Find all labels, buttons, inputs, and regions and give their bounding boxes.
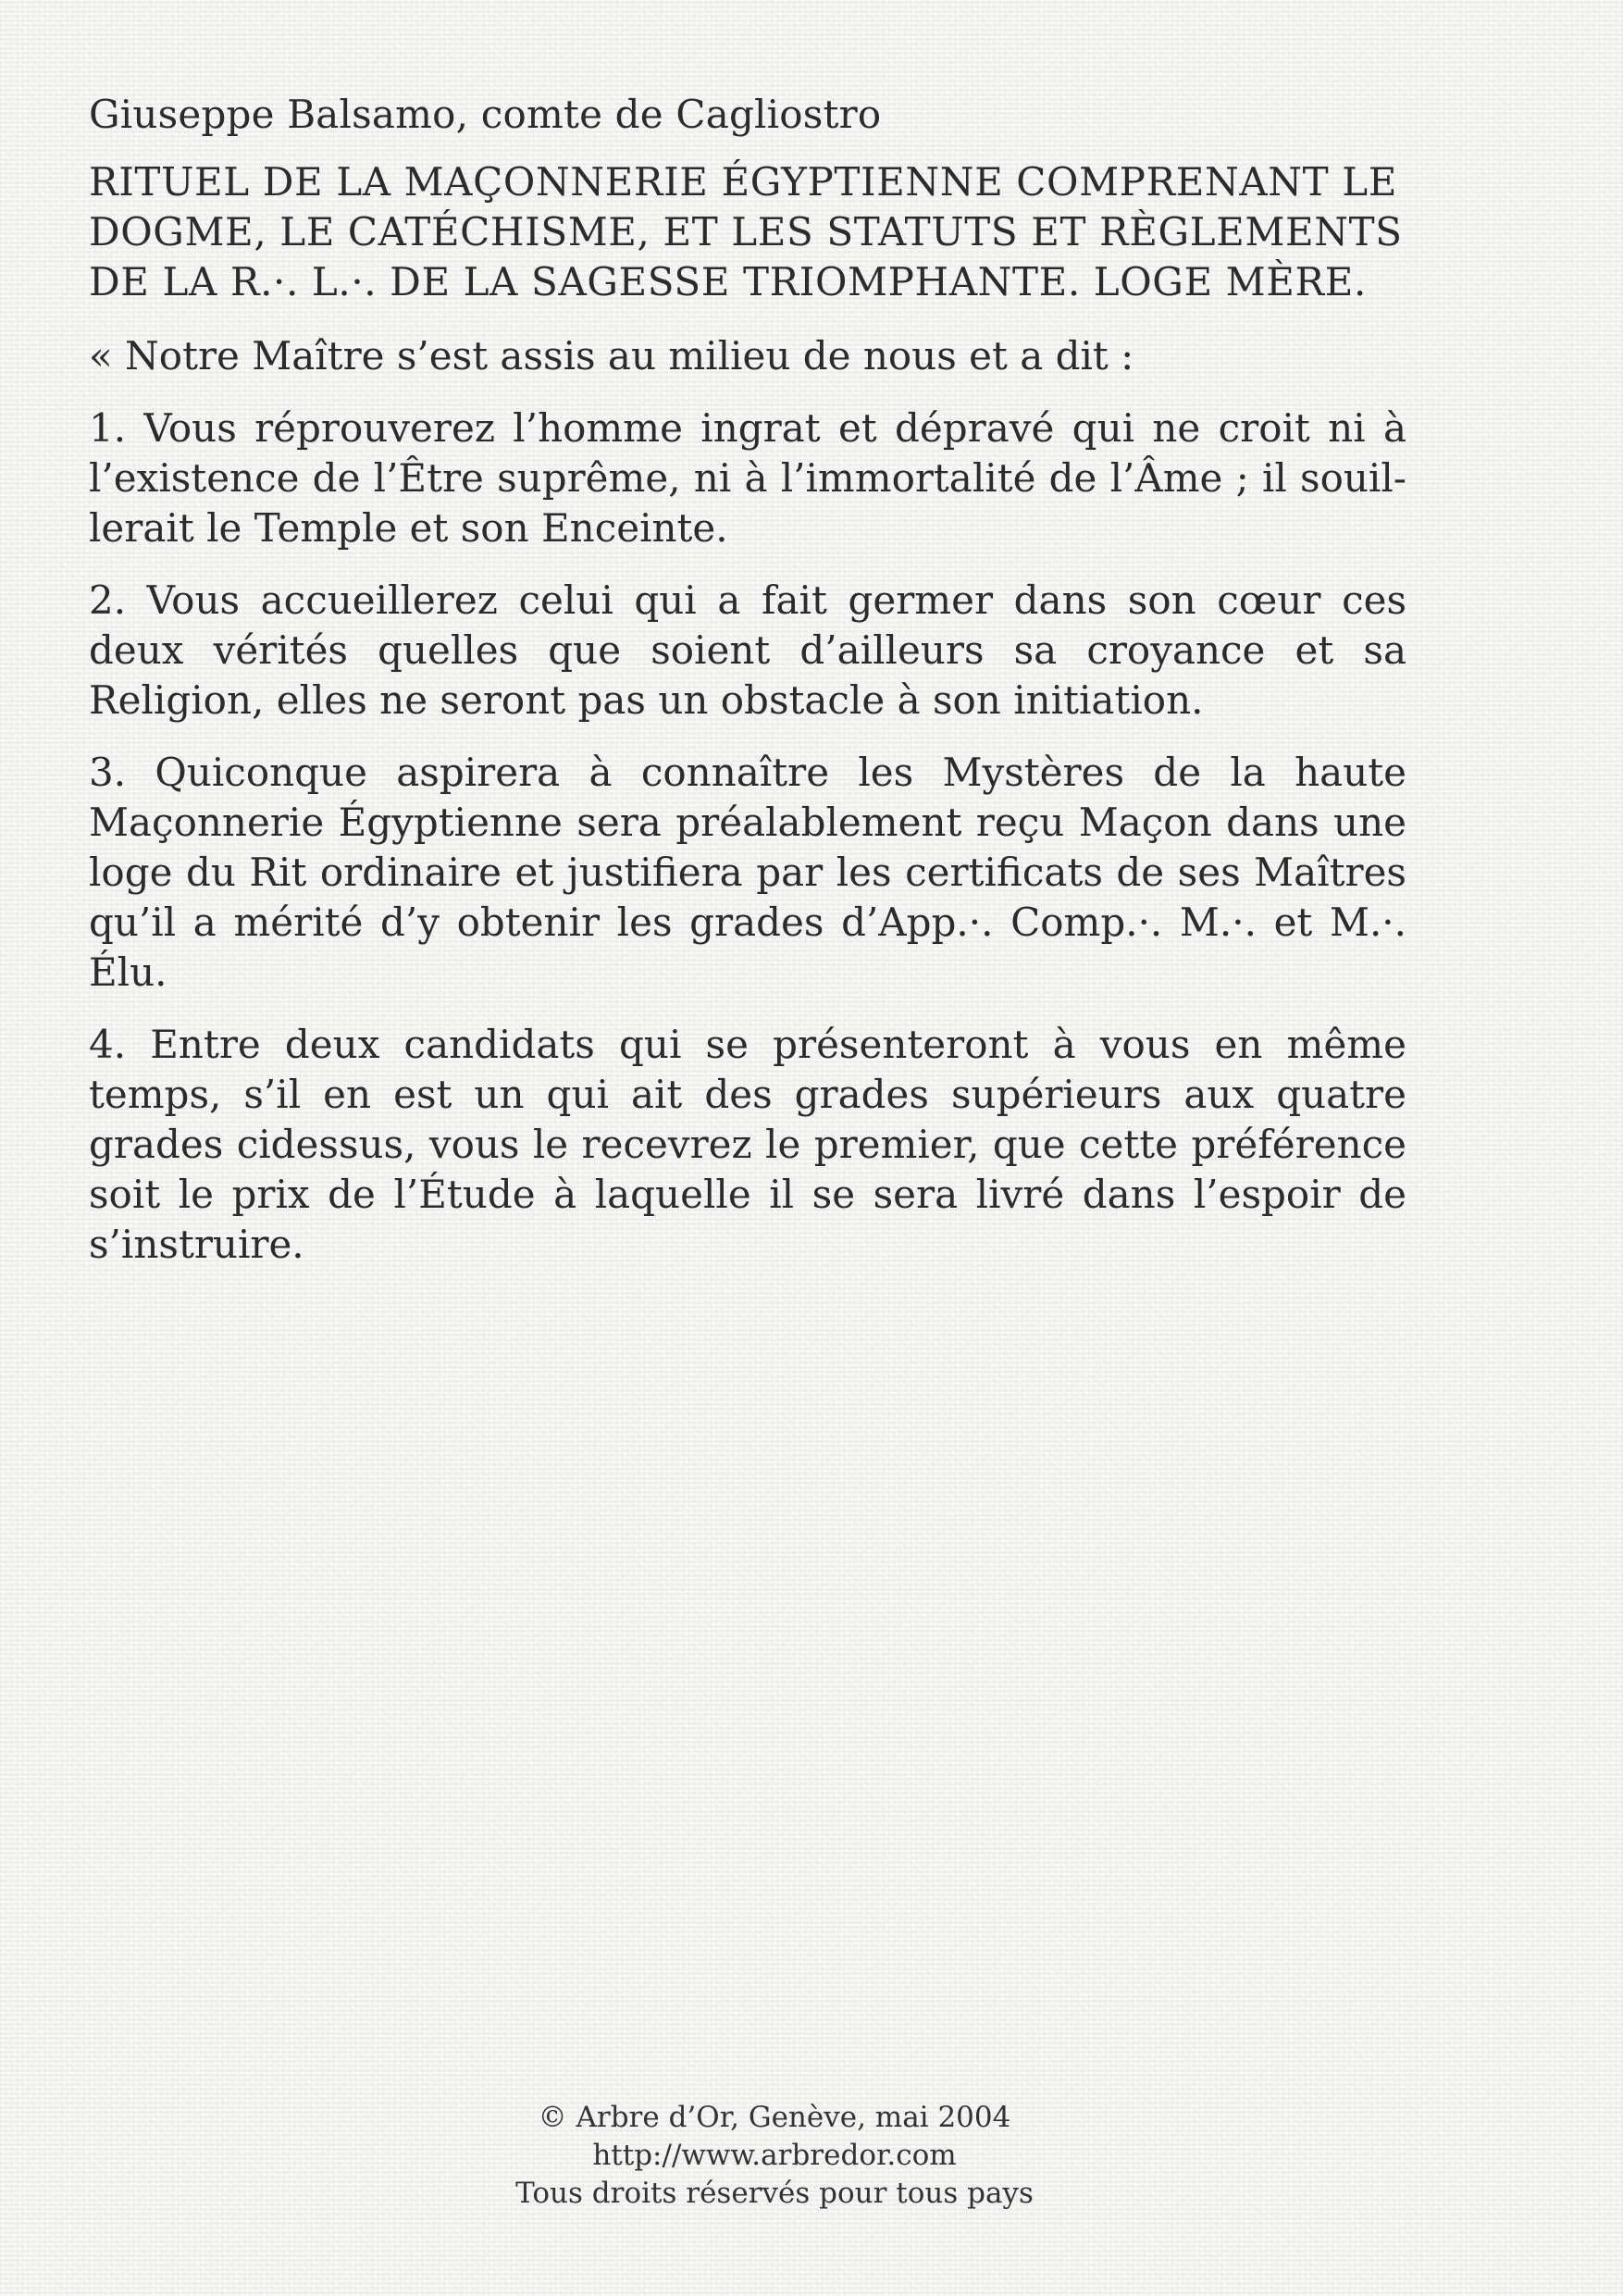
intro-paragraph: « Notre Maître s’est assis au milieu de nous et a dit : xyxy=(89,333,1134,379)
document-title: RITUEL DE LA MAÇONNERIE ÉGYPTIENNE COMPRENANT LE DOGME, LE CATÉCHISME, ET LES STATUTS ET RÈGLEMENTS DE LA R.·. L.·. DE LA SAGESSE TRIOMPHANTE. LOGE MÈRE. xyxy=(89,159,1403,304)
article-1: 1. Vous réprouverez l’homme ingrat et dépravé qui ne croit ni à l’existence de l’Être suprême, ni à l’immortalité de l’Âme ; il souillerait le Temple et son Enceinte. xyxy=(89,405,1406,551)
article-4: 4. Entre deux candidats qui se présenteront à vous en même temps, s’il en est un qui ait des grades supérieurs aux quatre grades cidessus, vous le recevrez le premier, que cette préférence soit le prix de l’Étude à laquelle il se sera livré dans l’espoir de s’instruire. xyxy=(89,1022,1406,1267)
article-2: 2. Vous accueillerez celui qui a fait germer dans son cœur ces deux vérités quelles que soient d’ailleurs sa croyance et sa Religion, elles ne seront pas un obstacle à son initiation. xyxy=(89,577,1406,723)
copyright-line: © Arbre d’Or, Genève, mai 2004 xyxy=(538,2101,1011,2134)
rights-line: Tous droits réservés pour tous pays xyxy=(515,2177,1034,2210)
article-3: 3. Quiconque aspirera à connaître les Mystères de la haute Maçonnerie Égyptienne sera préalablement reçu Maçon dans une loge du Rit ordinaire et justifiera par les certificats de ses Maîtres qu’il a mérité d’y obtenir les grades d’App.·. Comp.·. M.·. et M.·. Élu. xyxy=(89,750,1406,995)
colophon xyxy=(0,2099,1549,2213)
page-content xyxy=(89,89,1406,1292)
author-line: Giuseppe Balsamo, comte de Cagliostro xyxy=(89,92,882,137)
website-link[interactable]: http://www.arbredor.com xyxy=(592,2139,957,2172)
